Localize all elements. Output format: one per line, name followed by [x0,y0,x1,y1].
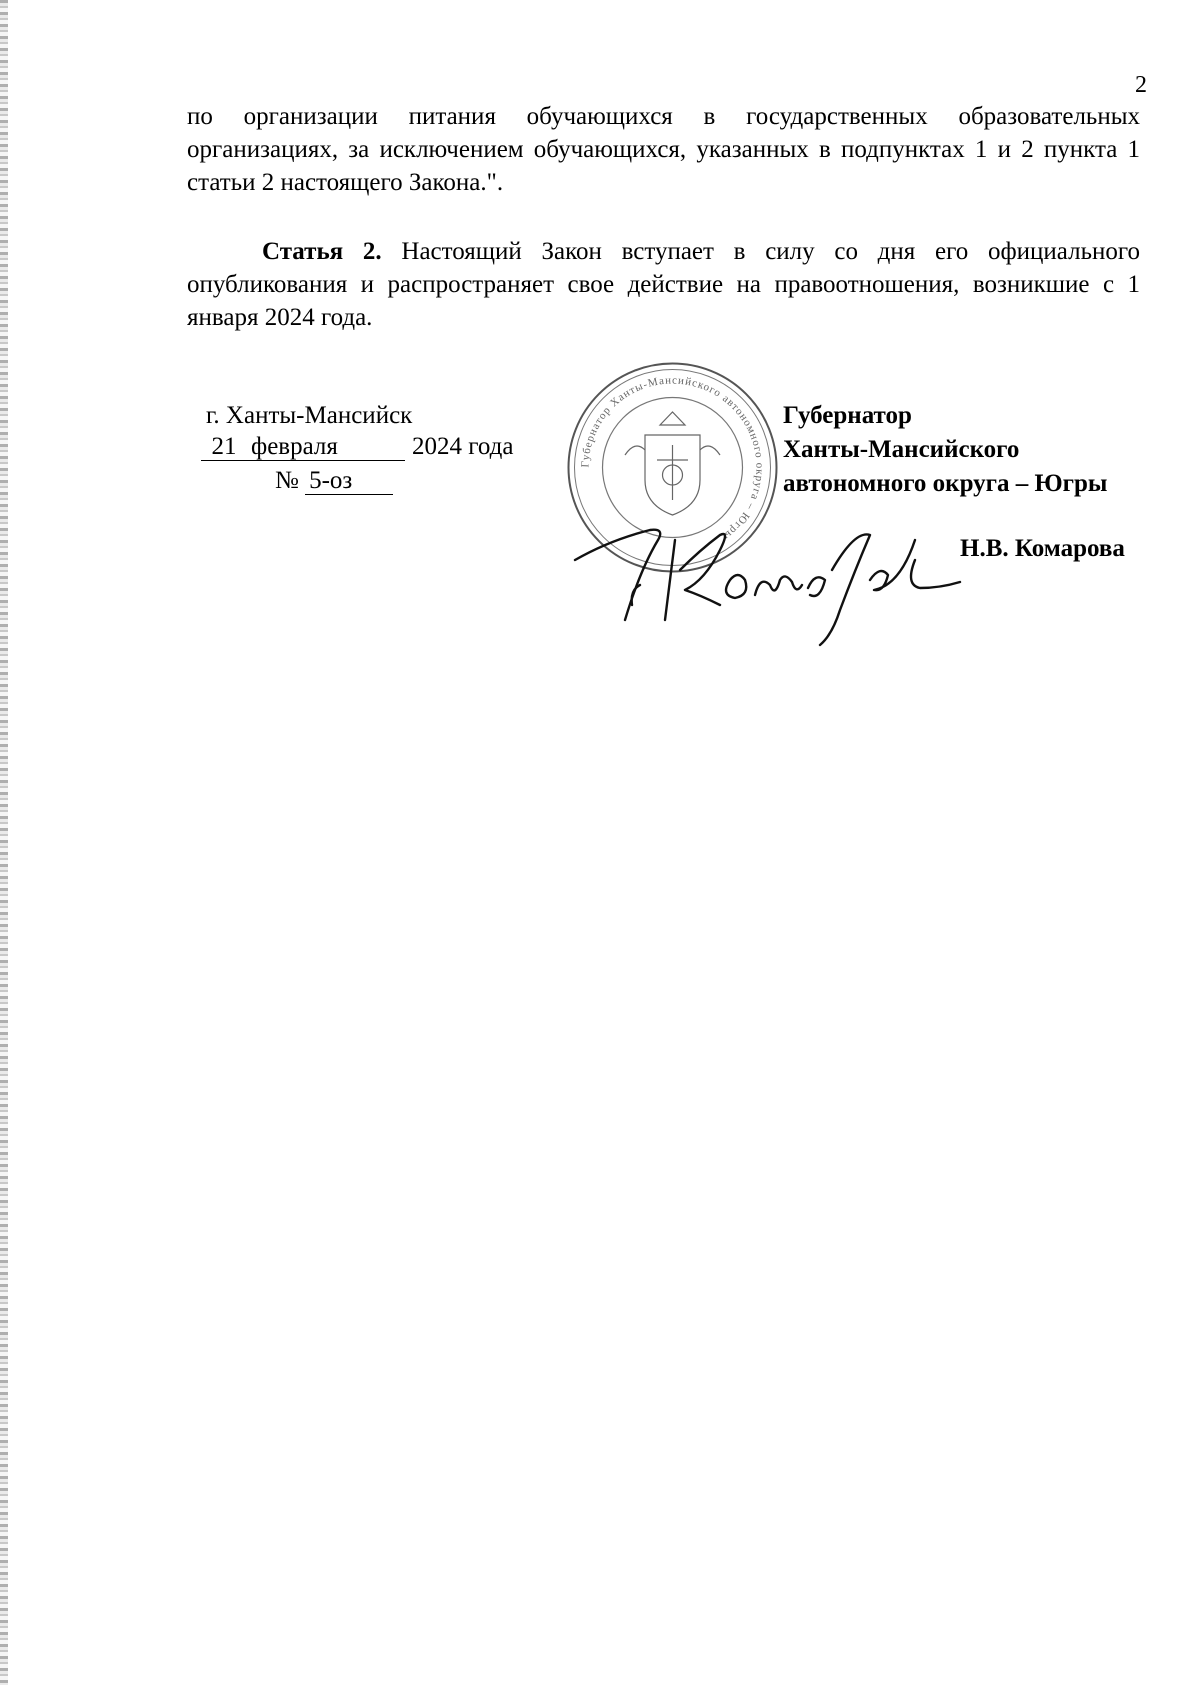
paragraph-continuation: по организации питания обучающихся в государственных образовательных организациях, за исключением обучающихся, указанных в подпунктах 1 и 2 пункта 1 статьи 2 настоящего Закона.". [187,103,1140,196]
scan-edge [0,0,8,1685]
law-number-value: 5-оз [305,468,393,495]
signing-date [201,433,513,461]
page-number: 2 [1135,72,1147,98]
article-2-text: Настоящий Закон вступает в силу со дня его официального опубликования и распространяет свое действие на правоотношения, возникшие с 1 января 2024 года. [187,238,1140,331]
governor-title-line-3: автономного округа – Югры [783,470,1108,497]
signing-month: февраля [247,434,405,461]
signing-place: г. Ханты-Мансийск [206,402,413,429]
law-number-prefix: № [275,467,299,494]
seal-text: Губернатор Ханты-Мансийского автономного округа – Югры [579,374,766,543]
governor-title-line-2: Ханты-Мансийского [783,436,1020,463]
coat-of-arms-icon [625,412,720,515]
signing-year: 2024 года [412,433,514,460]
article-2-paragraph [187,235,1140,334]
article-2-label: Статья 2. [262,238,382,265]
governor-name: Н.В. Комарова [960,535,1125,562]
law-number [275,467,393,495]
handwritten-signature [570,510,970,650]
signing-day: 21 [201,434,247,461]
governor-title-line-1: Губернатор [783,402,912,429]
